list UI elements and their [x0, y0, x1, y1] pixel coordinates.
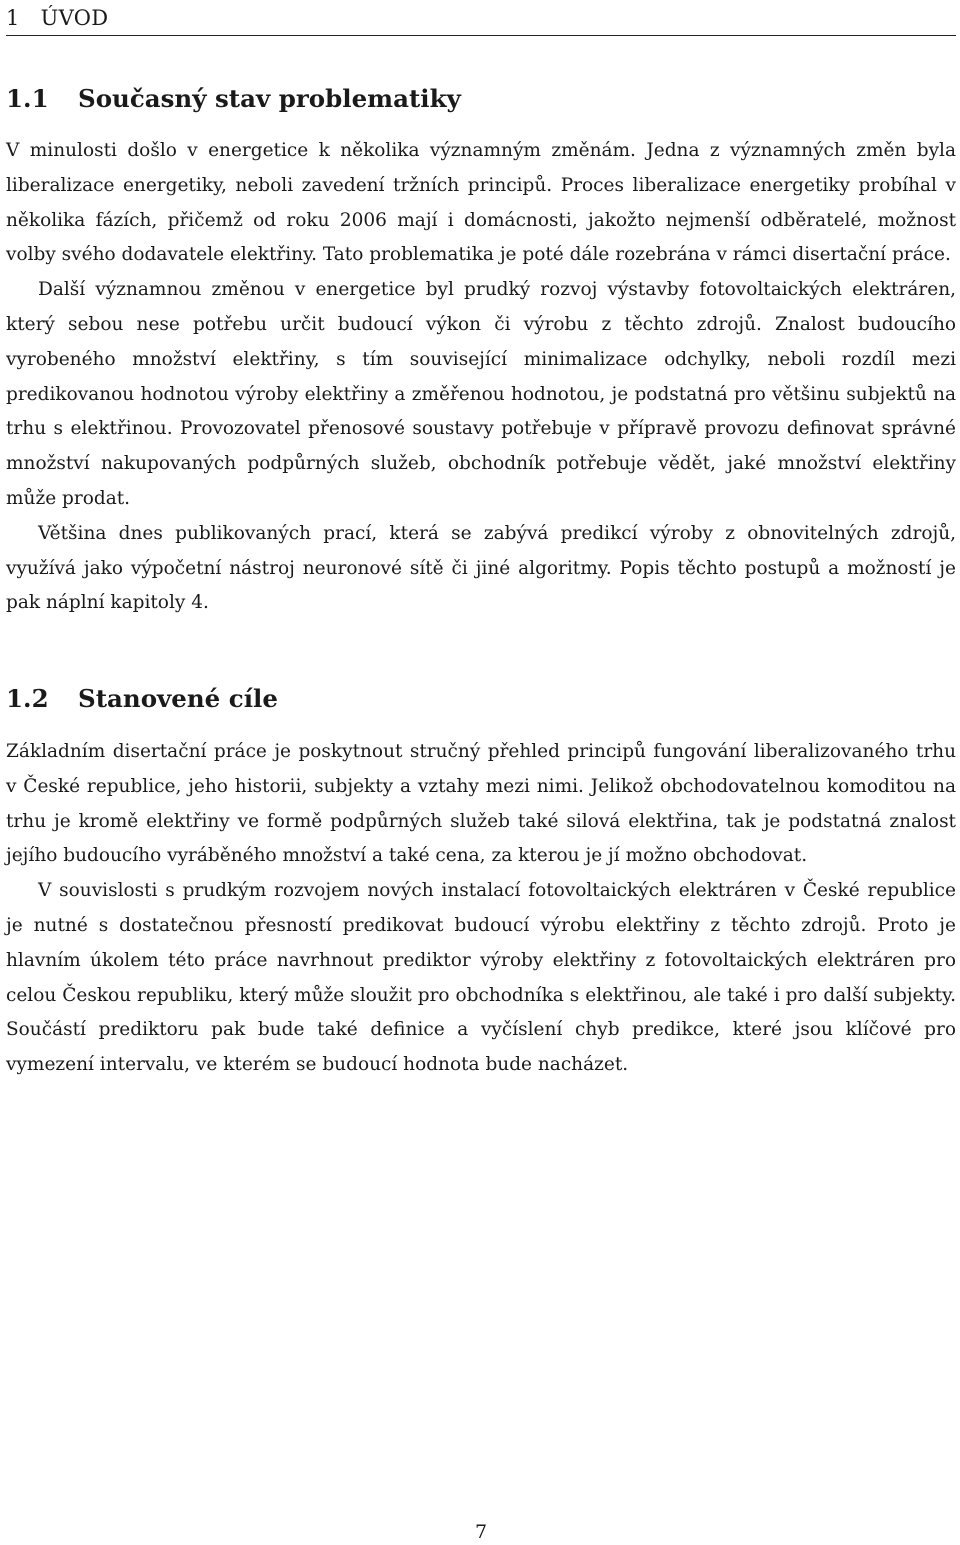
paragraph: V minulosti došlo v energetice k několika významným změnám. Jedna z významných změn byla liberalizace energetiky, neboli zavedení tržních principů. Proces liberalizace energetiky probíhal v několika fázích, přičemž od roku 2006 mají i domácnosti, jakožto nejmenší odběratelé, možnost volby svého dodavatele elektřiny. Tato problematika je poté dále rozebrána v rámci disertační práce.	[6, 140, 956, 266]
paragraph: Základním disertační práce je poskytnout stručný přehled principů fungování liberalizovaného trhu v České republice, jeho historii, subjekty a vztahy mezi nimi. Jelikož obchodovatelnou komoditou na trhu je kromě elektřiny ve formě podpůrných služeb také silová elektřina, tak je podstatná znalost jejího budoucího vyráběného množství a také cena, za kterou je jí možno obchodovat.	[6, 741, 956, 867]
document-page	[6, 0, 956, 1545]
paragraph: Další významnou změnou v energetice byl prudký rozvoj výstavby fotovoltaických elektráren, který sebou nese potřebu určit budoucí výkon či výrobu z těchto zdrojů. Znalost budoucího vyrobeného množství elektřiny, s tím související minimalizace odchylky, neboli rozdíl mezi predikovanou hodnotou výroby elektřiny a změřenou hodnotou, je podstatná pro většinu subjektů na trhu s elektřinou. Provozovatel přenosové soustavy potřebuje v přípravě provozu definovat správné množství nakupovaných podpůrných služeb, obchodník potřebuje vědět, jaké množství elektřiny může prodat.	[6, 279, 956, 509]
section-title: Současný stav problematiky	[78, 84, 461, 113]
section-heading-1-2	[6, 684, 278, 714]
section-number: 1.2	[6, 684, 49, 713]
running-header	[6, 5, 956, 31]
section-heading-1-1	[6, 84, 461, 114]
chapter-number: 1	[6, 6, 20, 30]
chapter-title: ÚVOD	[40, 6, 109, 30]
header-rule	[6, 35, 956, 36]
section-title: Stanovené cíle	[78, 684, 278, 713]
paragraph: V souvislosti s prudkým rozvojem nových instalací fotovoltaických elektráren v České republice je nutné s dostatečnou přesností predikovat budoucí výrobu elektřiny z těchto zdrojů. Proto je hlavním úkolem této práce navrhnout prediktor výroby elektřiny z fotovoltaických elektráren pro celou Českou republiku, který může sloužit pro obchodníka s elektřinou, ale také i pro další subjekty. Součástí prediktoru pak bude také definice a vyčíslení chyb predikce, které jsou klíčové pro vymezení intervalu, ve kterém se budoucí hodnota bude nacházet.	[6, 880, 956, 1076]
section-body-1-1	[6, 134, 956, 621]
paragraph: Většina dnes publikovaných prací, která se zabývá predikcí výroby z obnovitelných zdrojů, využívá jako výpočetní nástroj neuronové sítě či jiné algoritmy. Popis těchto postupů a možností je pak náplní kapitoly 4.	[6, 522, 956, 614]
section-number: 1.1	[6, 84, 49, 113]
section-body-1-2	[6, 735, 956, 1083]
page-number: 7	[474, 1521, 488, 1543]
